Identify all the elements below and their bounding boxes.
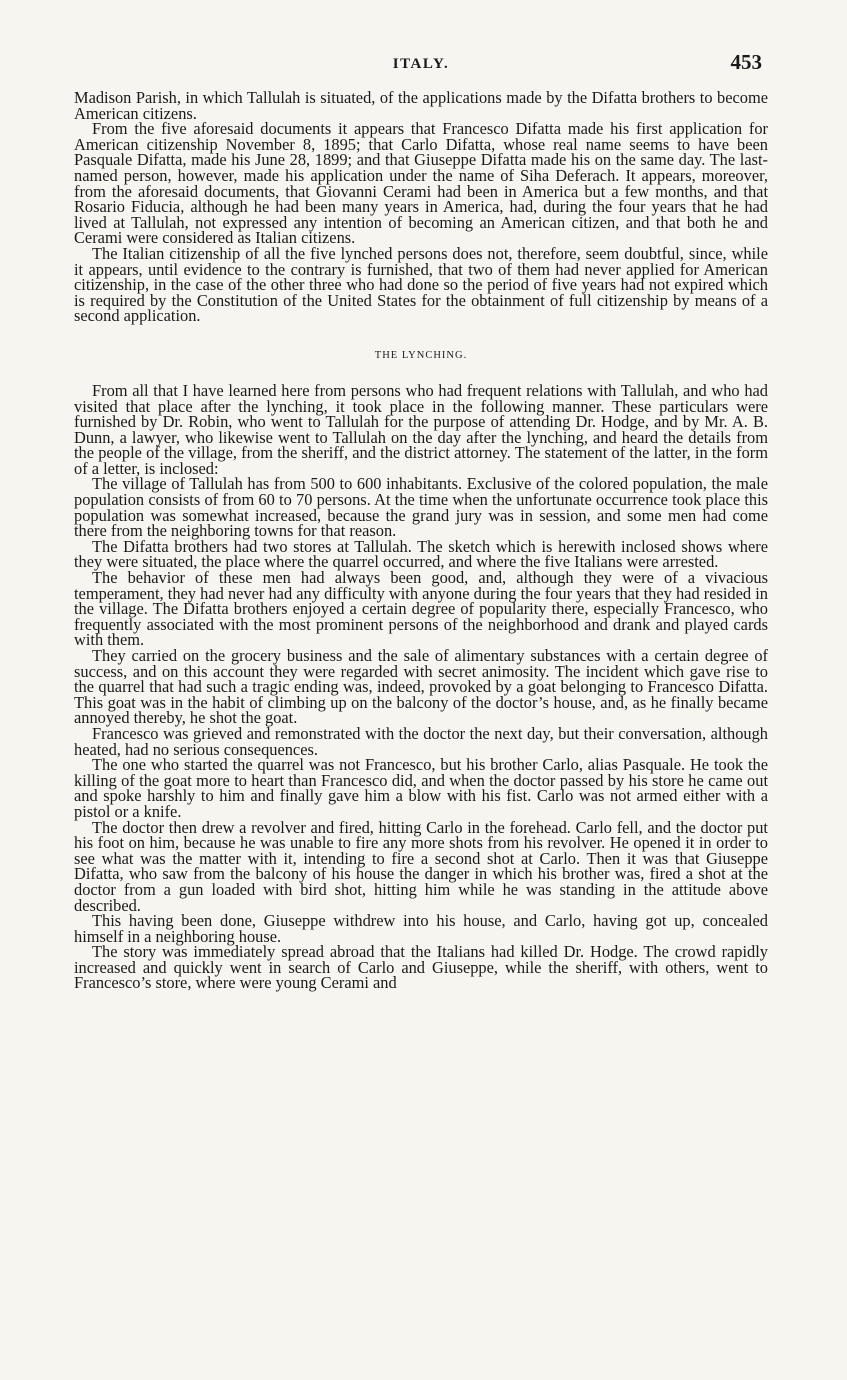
- paragraph: They carried on the grocery business and the sale of alimentary substances with a certain degree of success, and on this account they were regarded with secret animosity. The incident which gave rise to the quarrel that had such a tragic ending was, indeed, provoked by a goat belonging to Francesco Difatta. This goat was in the habit of climbing up on the balcony of the doctor’s house, and, as he finally became annoyed thereby, he shot the goat.: [74, 646, 768, 728]
- paragraph: Madison Parish, in which Tallulah is situated, of the applications made by the Difatta brothers to become American citizens.: [74, 88, 768, 123]
- page-number: 453: [730, 50, 762, 74]
- paragraph: From the five aforesaid documents it appears that Francesco Difatta made his first application for American citizenship November 8, 1895; that Carlo Difatta, whose real name seems to have been Pasquale Difatta, made his June 28, 1899; and that Giuseppe Difatta made his on the same day. The last-named person, however, made his application under the name of Siha Deferach. It appears, moreover, from the aforesaid documents, that Giovanni Cerami had been in America but a few months, and that Rosario Fiducia, although he had been many years in America, had, during the four years that he had lived at Tallulah, not expressed any intention of becoming an American citizen, and that both he and Cerami were considered as Italian citizens.: [74, 119, 768, 248]
- paragraph: The Italian citizenship of all the five lynched persons does not, therefore, seem doubtful, since, while it appears, until evidence to the contrary is furnished, that two of them had never applied for American citizenship, in the case of the other three who had done so the period of five years had not expired which is required by the Constitution of the United States for the obtainment of full citizenship by means of a second application.: [74, 243, 768, 326]
- paragraph: Francesco was grieved and remonstrated with the doctor the next day, but their conversation, although heated, had no serious consequences.: [74, 723, 768, 759]
- paragraph: The doctor then drew a revolver and fired, hitting Carlo in the forehead. Carlo fell, and the doctor put his foot on him, because he was unable to fire any more shots from his revolver. He opened it in order to see what was the matter with it, intending to fire a second shot at Carlo. Then it was that Giuseppe Difatta, who saw from the balcony of his house the danger in which his brother was, fired a shot at the doctor from a gun loaded with bird shot, hitting him while he was standing in the attitude above described.: [74, 817, 768, 915]
- body-text: [74, 90, 768, 991]
- section-title: THE LYNCHING.: [374, 349, 468, 361]
- paragraph: From all that I have learned here from persons who had frequent relations with Tallulah, and who had visited that place after the lynching, it took place in the following manner. These particulars were furnished by Dr. Robin, who went to Tallulah for the purpose of attending Dr. Hodge, and by Mr. A. B. Dunn, a lawyer, who likewise went to Tallulah on the day after the lynching, and heard the details from the people of the village, from the sheriff, and the district attorney. The statement of the latter, in the form of a letter, is inclosed:: [74, 380, 768, 478]
- running-head: ITALY.: [392, 56, 450, 72]
- paragraph: This having been done, Giuseppe withdrew into his house, and Carlo, having got up, concealed himself in a neighboring house.: [74, 911, 768, 946]
- paragraph: The Difatta brothers had two stores at Tallulah. The sketch which is herewith inclosed shows where they were situated, the place where the quarrel occurred, and where the five Italians were arrested.: [74, 536, 768, 572]
- paragraph: The behavior of these men had always been good, and, although they were of a vivacious temperament, they had never had any difficulty with anyone during the four years that they had resided in the village. The Difatta brothers enjoyed a certain degree of popularity there, especially Francesco, who frequently associated with the most prominent persons of the neighborhood and drank and played cards with them.: [74, 568, 768, 650]
- document-page: [74, 50, 768, 991]
- paragraph: The one who started the quarrel was not Francesco, but his brother Carlo, alias Pasquale. He took the killing of the goat more to heart than Francesco did, and when the doctor passed by his store he came out and spoke harshly to him and finally gave him a blow with his fist. Carlo was not armed either with a pistol or a knife.: [74, 755, 768, 821]
- paragraph: The story was immediately spread abroad that the Italians had killed Dr. Hodge. The crowd rapidly increased and quickly went in search of Carlo and Giuseppe, while the sheriff, with others, went to Francesco’s store, where were young Cerami and: [74, 942, 768, 993]
- paragraph: The village of Tallulah has from 500 to 600 inhabitants. Exclusive of the colored population, the male population consists of from 60 to 70 persons. At the time when the unfortunate occurrence took place this population was somewhat increased, because the grand jury was in session, and some men had come there from the neighboring towns for that reason.: [74, 474, 768, 541]
- page-header: [74, 50, 768, 90]
